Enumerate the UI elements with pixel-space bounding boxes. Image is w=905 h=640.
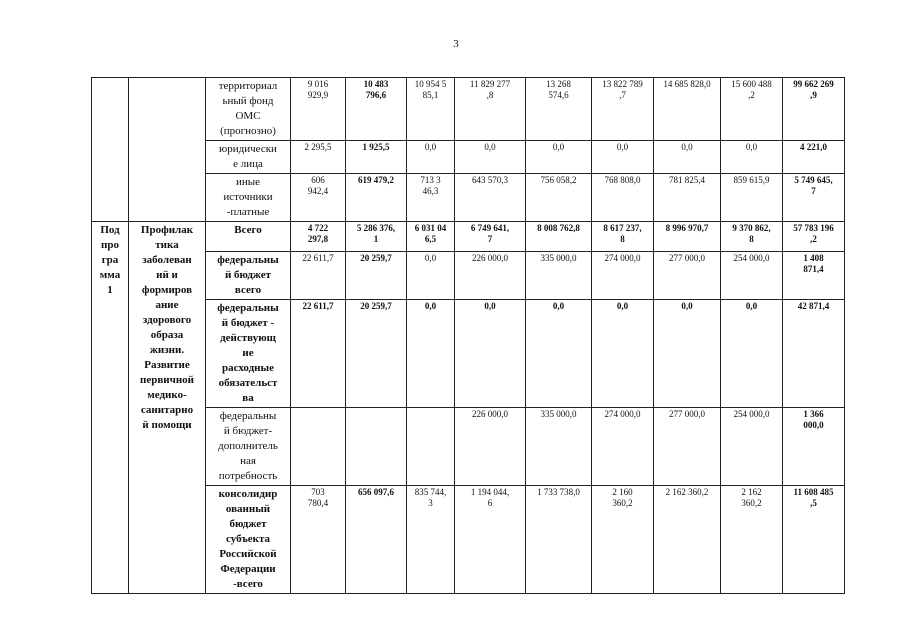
cell-text-line: 000,0 — [803, 420, 824, 430]
cell-text-line: 2 162 360,2 — [665, 487, 709, 497]
cell-text-line: 1 — [107, 284, 113, 296]
cell-text-line: 0,0 — [616, 301, 629, 311]
value-cell — [721, 141, 783, 174]
cell-text-line: Профилак — [140, 224, 194, 236]
cell-text-line: 42 871,4 — [797, 301, 830, 311]
value-cell — [721, 78, 783, 141]
value-cell — [592, 300, 654, 408]
value-cell — [721, 252, 783, 300]
cell-text-line: бюджет — [229, 518, 267, 530]
value-cell — [407, 174, 455, 222]
cell-text-line: й бюджет — [224, 269, 272, 281]
cell-text-line: 0,0 — [745, 142, 758, 152]
cell-text-line: ,7 — [619, 90, 626, 100]
value-cell — [455, 300, 526, 408]
value-cell — [526, 486, 592, 594]
cell-text-line: федеральны — [217, 254, 279, 266]
cell-text-line: й бюджет- — [223, 425, 273, 437]
value-cell — [721, 300, 783, 408]
cell-text-line: 0,0 — [681, 142, 693, 152]
category-cell — [206, 174, 291, 222]
cell-text-line: 8 — [749, 234, 754, 244]
cell-text-line: 1 — [373, 234, 379, 244]
cell-text-line: 226 000,0 — [472, 409, 508, 419]
cell-text-line: 274 000,0 — [604, 409, 641, 419]
cell-text-line: 756 058,2 — [540, 175, 577, 185]
cell-text-line: 20 259,7 — [360, 301, 392, 311]
cell-text-line: 13 822 789 — [602, 79, 643, 89]
value-cell — [721, 408, 783, 486]
category-cell — [206, 141, 291, 174]
cell-text-line: 0,0 — [424, 253, 437, 263]
cell-text-line: 0,0 — [552, 142, 565, 152]
cell-text-line: 335 000,0 — [540, 409, 577, 419]
value-cell — [592, 408, 654, 486]
value-cell — [592, 252, 654, 300]
cell-text-line: 619 479,2 — [358, 175, 394, 185]
cell-text-line: иные — [235, 176, 261, 188]
value-cell — [407, 300, 455, 408]
cell-text-line: 4 722 — [307, 223, 329, 233]
cell-text-line: е лица — [233, 158, 263, 170]
cell-text-line: 859 615,9 — [733, 175, 770, 185]
program-name-cell — [129, 78, 206, 222]
value-cell — [654, 174, 721, 222]
cell-text-line: 274 000,0 — [604, 253, 641, 263]
cell-text-line: ованный — [225, 503, 271, 515]
cell-text-line: 942,4 — [307, 186, 329, 196]
value-cell — [526, 141, 592, 174]
cell-text-line: первичной — [140, 374, 194, 386]
value-cell — [291, 78, 346, 141]
cell-text-line: Под — [100, 224, 120, 236]
value-cell — [526, 300, 592, 408]
value-cell — [455, 222, 526, 252]
value-cell — [455, 174, 526, 222]
category-cell — [206, 78, 291, 141]
value-cell — [455, 252, 526, 300]
value-cell — [407, 252, 455, 300]
cell-text-line: 254 000,0 — [733, 253, 770, 263]
cell-text-line: 360,2 — [741, 498, 762, 508]
cell-text-line: 713 3 — [420, 175, 441, 185]
value-cell — [346, 78, 407, 141]
category-cell — [206, 252, 291, 300]
cell-text-line: 254 000,0 — [733, 409, 770, 419]
value-cell — [346, 408, 407, 486]
cell-text-line: юридически — [219, 143, 277, 155]
cell-text-line: 10 954 5 — [414, 79, 447, 89]
value-cell — [291, 174, 346, 222]
cell-text-line: образа — [150, 329, 184, 341]
value-cell — [291, 252, 346, 300]
cell-text-line: й бюджет - — [221, 317, 275, 329]
cell-text-line: 0,0 — [424, 301, 437, 311]
cell-text-line: консолидир — [218, 488, 278, 500]
cell-text-line: про — [101, 239, 119, 251]
value-cell — [721, 486, 783, 594]
cell-text-line: 297,8 — [307, 234, 329, 244]
value-cell — [346, 141, 407, 174]
cell-text-line: 6,5 — [424, 234, 437, 244]
cell-text-line: ва — [242, 392, 254, 404]
cell-text-line: медико- — [147, 389, 187, 401]
cell-text-line: 99 662 269 — [793, 79, 834, 89]
cell-text-line: 2 160 — [612, 487, 633, 497]
value-cell — [455, 141, 526, 174]
cell-text-line: 780,4 — [307, 498, 329, 508]
value-cell — [526, 408, 592, 486]
cell-text-line: 360,2 — [612, 498, 633, 508]
program-funding-table — [91, 77, 845, 594]
cell-text-line: 277 000,0 — [669, 253, 705, 263]
cell-text-line: дополнитель — [218, 440, 278, 452]
cell-text-line: федеральны — [219, 410, 277, 422]
cell-text-line: ие — [242, 347, 254, 359]
cell-text-line: 6 031 04 — [414, 223, 447, 233]
cell-text-line: 3 — [428, 498, 433, 508]
total-cell — [783, 486, 845, 594]
cell-text-line: ьный фонд — [222, 95, 274, 107]
value-cell — [346, 174, 407, 222]
value-cell — [455, 408, 526, 486]
cell-text-line: мма — [99, 269, 121, 281]
value-cell — [592, 222, 654, 252]
cell-text-line: 226 000,0 — [472, 253, 508, 263]
cell-text-line: 574,6 — [548, 90, 569, 100]
cell-text-line: 20 259,7 — [360, 253, 392, 263]
cell-text-line: потребность — [218, 470, 278, 482]
cell-text-line: ий и — [156, 269, 178, 281]
cell-text-line: 15 600 488 — [731, 79, 772, 89]
subprogram-name-cell — [129, 222, 206, 594]
value-cell — [346, 222, 407, 252]
cell-text-line: территориал — [218, 80, 278, 92]
value-cell — [592, 78, 654, 141]
cell-text-line: 2 162 — [741, 487, 762, 497]
cell-text-line: заболеван — [142, 254, 192, 266]
value-cell — [407, 222, 455, 252]
value-cell — [526, 222, 592, 252]
cell-text-line: 8 — [620, 234, 625, 244]
cell-text-line: ,5 — [810, 498, 817, 508]
value-cell — [526, 252, 592, 300]
cell-text-line: 703 — [311, 487, 325, 497]
program-cell — [92, 78, 129, 222]
value-cell — [455, 486, 526, 594]
cell-text-line: ,2 — [810, 234, 817, 244]
value-cell — [346, 300, 407, 408]
cell-text-line: 11 829 277 — [469, 79, 511, 89]
cell-text-line: 277 000,0 — [669, 409, 705, 419]
cell-text-line: 0,0 — [681, 301, 693, 311]
cell-text-line: Всего — [234, 224, 262, 236]
cell-text-line: -платные — [226, 206, 270, 218]
value-cell — [291, 408, 346, 486]
cell-text-line: Федерации — [220, 563, 276, 575]
cell-text-line: здорового — [142, 314, 192, 326]
cell-text-line: обязательст — [218, 377, 278, 389]
cell-text-line: 606 — [311, 175, 325, 185]
cell-text-line: 85,1 — [422, 90, 439, 100]
table-row — [92, 78, 845, 141]
cell-text-line: ОМС — [235, 110, 261, 122]
cell-text-line: 7 — [811, 186, 816, 196]
cell-text-line: 0,0 — [616, 142, 629, 152]
value-cell — [346, 486, 407, 594]
cell-text-line: действующ — [220, 332, 276, 344]
cell-text-line: 7 — [487, 234, 493, 244]
cell-text-line: 0,0 — [484, 142, 496, 152]
value-cell — [592, 174, 654, 222]
cell-text-line: 4 221,0 — [800, 142, 827, 152]
cell-text-line: (прогнозно) — [220, 125, 276, 137]
cell-text-line: Российской — [219, 548, 277, 560]
cell-text-line: 22 611,7 — [302, 253, 334, 263]
total-cell — [783, 222, 845, 252]
value-cell — [654, 222, 721, 252]
page-number: 3 — [453, 38, 459, 50]
value-cell — [291, 222, 346, 252]
cell-text-line: 0,0 — [484, 301, 496, 311]
total-cell — [783, 78, 845, 141]
cell-text-line: 929,9 — [307, 90, 329, 100]
cell-text-line: 6 749 641, — [470, 223, 510, 233]
value-cell — [526, 174, 592, 222]
category-cell — [206, 222, 291, 252]
cell-text-line: 13 268 — [546, 79, 571, 89]
cell-text-line: й помощи — [142, 419, 192, 431]
cell-text-line: 9 370 862, — [732, 223, 771, 233]
cell-text-line: 2 295,5 — [304, 142, 332, 152]
category-cell — [206, 486, 291, 594]
cell-text-line: 335 000,0 — [540, 253, 577, 263]
value-cell — [455, 78, 526, 141]
cell-text-line: 1 366 — [803, 409, 824, 419]
cell-text-line: 643 570,3 — [472, 175, 508, 185]
value-cell — [654, 141, 721, 174]
value-cell — [291, 486, 346, 594]
cell-text-line: санитарно — [140, 404, 194, 416]
cell-text-line: жизни. — [149, 344, 185, 356]
cell-text-line: 11 608 485 — [793, 487, 834, 497]
value-cell — [291, 141, 346, 174]
cell-text-line: расходные — [222, 362, 274, 374]
cell-text-line: 1 408 — [803, 253, 824, 263]
cell-text-line: всего — [234, 284, 262, 296]
table-row — [92, 222, 845, 252]
cell-text-line: 871,4 — [803, 264, 824, 274]
value-cell — [592, 486, 654, 594]
total-cell — [783, 174, 845, 222]
cell-text-line: 14 685 828,0 — [663, 79, 711, 89]
value-cell — [654, 300, 721, 408]
cell-text-line: 1 925,5 — [362, 142, 390, 152]
value-cell — [407, 78, 455, 141]
cell-text-line: 1 194 044, — [470, 487, 510, 497]
value-cell — [346, 252, 407, 300]
value-cell — [407, 408, 455, 486]
cell-text-line: ,9 — [810, 90, 817, 100]
value-cell — [721, 222, 783, 252]
total-cell — [783, 408, 845, 486]
cell-text-line: 0,0 — [424, 142, 437, 152]
cell-text-line: 5 749 645, — [794, 175, 833, 185]
value-cell — [721, 174, 783, 222]
total-cell — [783, 141, 845, 174]
subprogram-cell — [92, 222, 129, 594]
cell-text-line: ная — [240, 455, 256, 467]
cell-text-line: 8 617 237, — [603, 223, 642, 233]
cell-text-line: 22 611,7 — [302, 301, 334, 311]
cell-text-line: федеральны — [217, 302, 279, 314]
value-cell — [592, 141, 654, 174]
cell-text-line: источники — [223, 191, 273, 203]
cell-text-line: 796,6 — [365, 90, 387, 100]
value-cell — [291, 300, 346, 408]
value-cell — [407, 486, 455, 594]
cell-text-line: 8 996 970,7 — [665, 223, 709, 233]
value-cell — [526, 78, 592, 141]
cell-text-line: 10 483 — [363, 79, 389, 89]
cell-text-line: субъекта — [226, 533, 270, 545]
total-cell — [783, 252, 845, 300]
cell-text-line: 9 016 — [307, 79, 329, 89]
cell-text-line: гра — [101, 254, 119, 266]
value-cell — [407, 141, 455, 174]
category-cell — [206, 300, 291, 408]
cell-text-line: 8 008 762,8 — [537, 223, 580, 233]
cell-text-line: 1 733 738,0 — [537, 487, 580, 497]
cell-text-line: 656 097,6 — [358, 487, 394, 497]
cell-text-line: -всего — [233, 578, 263, 590]
cell-text-line: формиров — [141, 284, 193, 296]
value-cell — [654, 486, 721, 594]
cell-text-line: 768 808,0 — [604, 175, 641, 185]
cell-text-line: 57 783 196 — [793, 223, 834, 233]
cell-text-line: 6 — [487, 498, 493, 508]
cell-text-line: 835 744, — [414, 487, 447, 497]
value-cell — [654, 252, 721, 300]
cell-text-line: Развитие — [144, 359, 190, 371]
cell-text-line: тика — [155, 239, 179, 251]
cell-text-line: 0,0 — [552, 301, 565, 311]
total-cell — [783, 300, 845, 408]
cell-text-line: 5 286 376, — [356, 223, 396, 233]
category-cell — [206, 408, 291, 486]
cell-text-line: 0,0 — [745, 301, 758, 311]
cell-text-line: 46,3 — [422, 186, 439, 196]
value-cell — [654, 78, 721, 141]
cell-text-line: ание — [155, 299, 179, 311]
value-cell — [654, 408, 721, 486]
cell-text-line: 781 825,4 — [669, 175, 705, 185]
cell-text-line: ,2 — [748, 90, 755, 100]
cell-text-line: ,8 — [486, 90, 494, 100]
